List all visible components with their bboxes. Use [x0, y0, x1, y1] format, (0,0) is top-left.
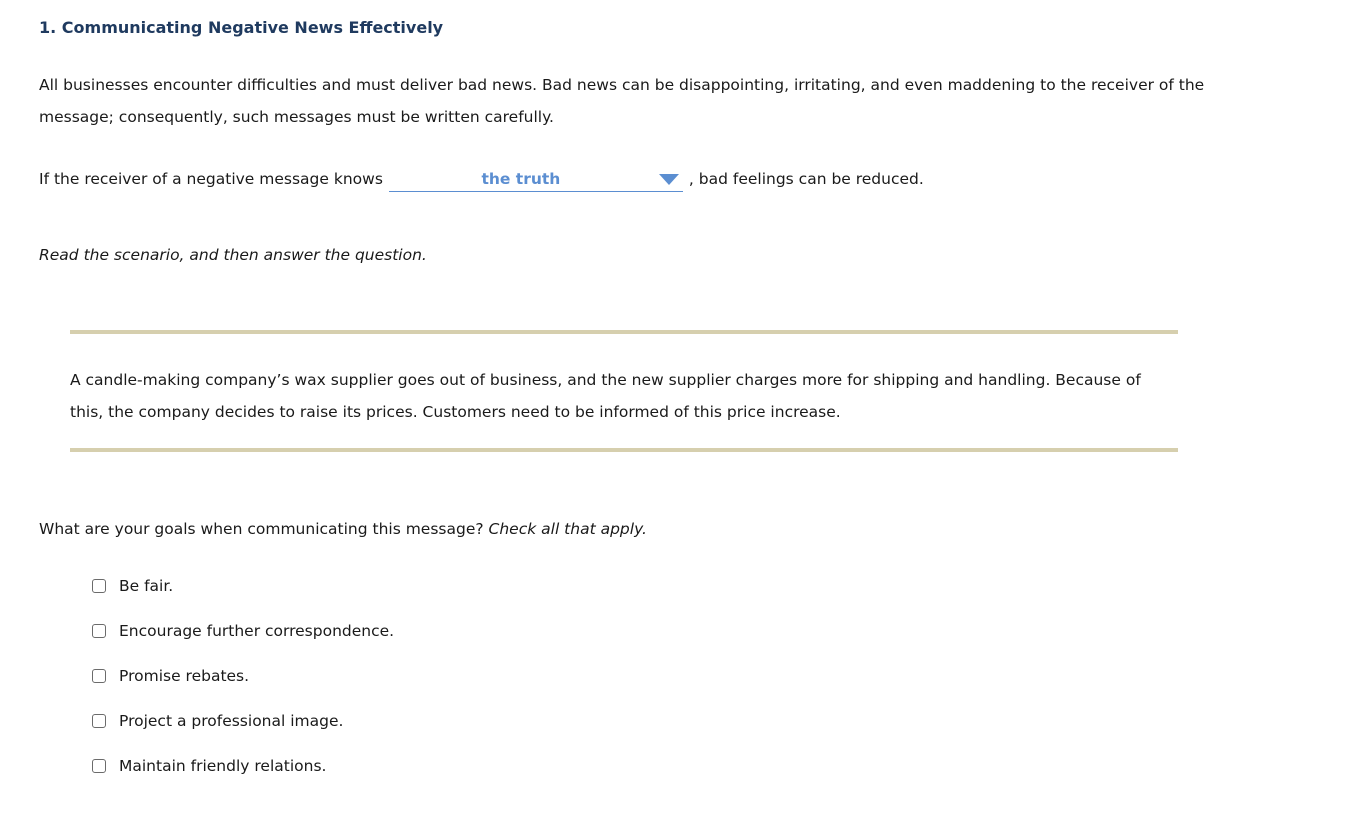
fill-in-sentence	[39, 164, 924, 194]
option-label: Promise rebates.	[119, 667, 250, 685]
intro-paragraph: All businesses encounter difficulties and must deliver bad news. Bad news can be disappointing, irritating, and even maddening to the receiver of the message; consequently, such messages must be written carefully.	[39, 76, 1205, 126]
dropdown-selected-value: the truth	[481, 169, 561, 188]
fill-in-after-text: , bad feelings can be reduced.	[688, 170, 924, 188]
option-encourage-correspondence[interactable]	[92, 619, 394, 643]
options-list	[92, 574, 394, 799]
checkbox[interactable]	[92, 714, 106, 728]
question-prompt	[39, 520, 647, 538]
option-label: Be fair.	[119, 577, 174, 595]
option-label: Maintain friendly relations.	[119, 757, 327, 775]
scenario-box	[70, 330, 1178, 452]
chevron-down-icon[interactable]	[659, 174, 679, 185]
scenario-text: A candle-making company’s wax supplier goes out of business, and the new supplier charges more for shipping and handling. Because of this, the company decides to raise its prices. Customers need to be informed of this price increase.	[70, 371, 1141, 421]
fill-in-before-text: If the receiver of a negative message knows	[39, 170, 383, 188]
option-friendly-relations[interactable]	[92, 754, 394, 778]
option-promise-rebates[interactable]	[92, 664, 394, 688]
option-professional-image[interactable]	[92, 709, 394, 733]
question-text: What are your goals when communicating this message?	[39, 520, 484, 538]
option-label: Project a professional image.	[119, 712, 344, 730]
answer-dropdown[interactable]	[389, 166, 683, 192]
checkbox[interactable]	[92, 579, 106, 593]
scenario-instruction: Read the scenario, and then answer the question.	[39, 246, 427, 264]
option-label: Encourage further correspondence.	[119, 622, 395, 640]
checkbox[interactable]	[92, 669, 106, 683]
checkbox[interactable]	[92, 759, 106, 773]
option-be-fair[interactable]	[92, 574, 394, 598]
question-hint: Check all that apply.	[488, 520, 647, 538]
question-title: 1. Communicating Negative News Effectively	[39, 18, 444, 37]
checkbox[interactable]	[92, 624, 106, 638]
